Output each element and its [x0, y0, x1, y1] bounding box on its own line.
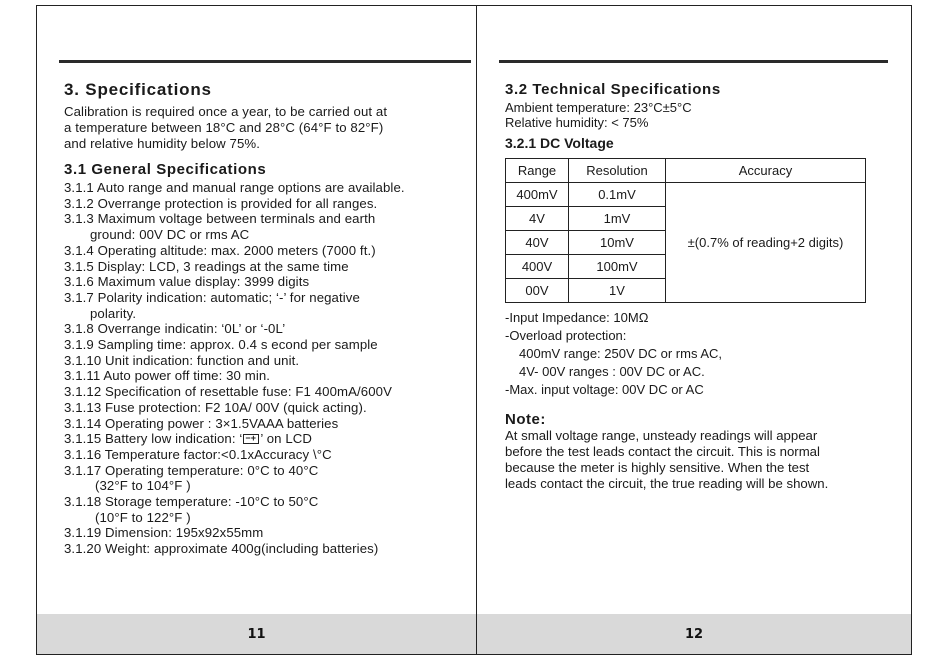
page-number: 11 — [247, 626, 266, 642]
intro-line: Calibration is required once a year, to be carried out at — [64, 104, 388, 119]
spec-item: 3.1.4 Operating altitude: max. 2000 meters (7000 ft.) — [64, 242, 376, 258]
spec-item-text: 3.1.15 Battery low indication: ‘ — [64, 431, 243, 447]
note-paragraph — [505, 428, 866, 492]
dc-voltage-title: 3.2.1 DC Voltage — [505, 135, 614, 151]
section-title: 3. Specifications — [64, 80, 212, 99]
note-item: -Max. input voltage: 00V DC or AC — [505, 382, 704, 397]
spec-item-text: ’ on LCD — [260, 431, 313, 447]
general-specs-list — [64, 180, 405, 557]
resolution-cell: 0.1mV — [569, 183, 666, 207]
spec-item: 3.1.12 Specification of resettable fuse: F1 400mA/600V — [64, 384, 392, 400]
dc-voltage-table — [505, 158, 866, 303]
table-header-row — [506, 159, 866, 183]
spec-item: 3.1.18 Storage temperature: -10°C to 50°C — [64, 494, 319, 510]
spec-item: 3.1.13 Fuse protection: F2 10A/ 00V (quick acting). — [64, 399, 367, 415]
page-footer — [477, 614, 911, 654]
note-line: before the test leads contact the circuit. This is normal — [505, 444, 820, 459]
table-row — [506, 183, 866, 207]
top-rule — [59, 60, 471, 63]
resolution-cell: 10mV — [569, 231, 666, 255]
spec-item: polarity. — [90, 305, 137, 321]
manual-spread — [36, 5, 912, 655]
page-footer — [37, 614, 476, 654]
spec-item: 3.1.2 Overrange protection is provided for all ranges. — [64, 195, 378, 211]
spec-item: ground: 00V DC or rms AC — [90, 227, 250, 243]
spec-item: 3.1.16 Temperature factor:<0.1xAccuracy \°C — [64, 446, 332, 462]
spec-item: 3.1.5 Display: LCD, 3 readings at the same time — [64, 258, 349, 274]
header-range: Range — [506, 159, 569, 183]
spec-item: 3.1.8 Overrange indicatin: ‘0L’ or ‘-0L’ — [64, 321, 286, 337]
spec-item: (10°F to 122°F ) — [95, 509, 191, 525]
spec-item: 3.1.1 Auto range and manual range options are available. — [64, 180, 405, 195]
left-content — [64, 80, 405, 557]
note-item: -Input Impedance: 10MΩ — [505, 310, 649, 325]
header-accuracy: Accuracy — [666, 159, 866, 183]
general-specs-title: 3.1 General Specifications — [64, 161, 267, 178]
intro-line: a temperature between 18°C and 28°C (64°F to 82°F) — [64, 120, 384, 135]
resolution-cell: 1V — [569, 279, 666, 303]
spec-item: 3.1.10 Unit indication: function and unit. — [64, 352, 300, 368]
spec-item: 3.1.9 Sampling time: approx. 0.4 s econd per sample — [64, 337, 378, 353]
spec-item: 3.1.19 Dimension: 195x92x55mm — [64, 525, 264, 541]
note-title: Note: — [505, 411, 546, 428]
note-line: At small voltage range, unsteady readings will appear — [505, 428, 818, 443]
note-item: 400mV range: 250V DC or rms AC, — [519, 346, 723, 361]
spec-item: (32°F to 104°F ) — [95, 478, 191, 494]
spec-item: 3.1.20 Weight: approximate 400g(including batteries) — [64, 541, 379, 557]
spec-item: 3.1.3 Maximum voltage between terminals and earth — [64, 211, 376, 227]
right-page — [477, 6, 911, 654]
battery-low-icon — [243, 434, 259, 444]
top-rule — [499, 60, 888, 63]
spec-item: 3.1.7 Polarity indication: automatic; ‘-’ for negative — [64, 289, 360, 305]
range-cell: 00V — [506, 279, 569, 303]
relative-humidity: Relative humidity: < 75% — [505, 115, 649, 130]
spec-item: 3.1.14 Operating power : 3×1.5VAAA batteries — [64, 415, 339, 431]
resolution-cell: 1mV — [569, 207, 666, 231]
intro-line: and relative humidity below 75%. — [64, 136, 260, 151]
accuracy-cell: ±(0.7% of reading+2 digits) — [666, 183, 866, 303]
spec-item: 3.1.6 Maximum value display: 3999 digits — [64, 274, 310, 290]
range-cell: 40V — [506, 231, 569, 255]
ambient-temperature: Ambient temperature: 23°C±5°C — [505, 100, 692, 115]
range-cell: 4V — [506, 207, 569, 231]
spec-item — [64, 431, 405, 447]
left-page — [37, 6, 477, 654]
note-line: because the meter is highly sensitive. When the test — [505, 460, 810, 475]
range-cell: 400V — [506, 255, 569, 279]
page-number: 12 — [684, 626, 704, 642]
dc-voltage-notes — [505, 309, 866, 399]
note-item: -Overload protection: — [505, 328, 627, 343]
range-cell: 400mV — [506, 183, 569, 207]
spec-item: 3.1.17 Operating temperature: 0°C to 40°C — [64, 462, 319, 478]
header-resolution: Resolution — [569, 159, 666, 183]
resolution-cell: 100mV — [569, 255, 666, 279]
right-content — [505, 80, 866, 492]
intro-paragraph — [64, 104, 405, 152]
note-line: leads contact the circuit, the true reading will be shown. — [505, 476, 829, 491]
technical-specs-title: 3.2 Technical Specifications — [505, 81, 721, 98]
note-item: 4V- 00V ranges : 00V DC or AC. — [519, 364, 705, 379]
spec-item: 3.1.11 Auto power off time: 30 min. — [64, 368, 271, 384]
